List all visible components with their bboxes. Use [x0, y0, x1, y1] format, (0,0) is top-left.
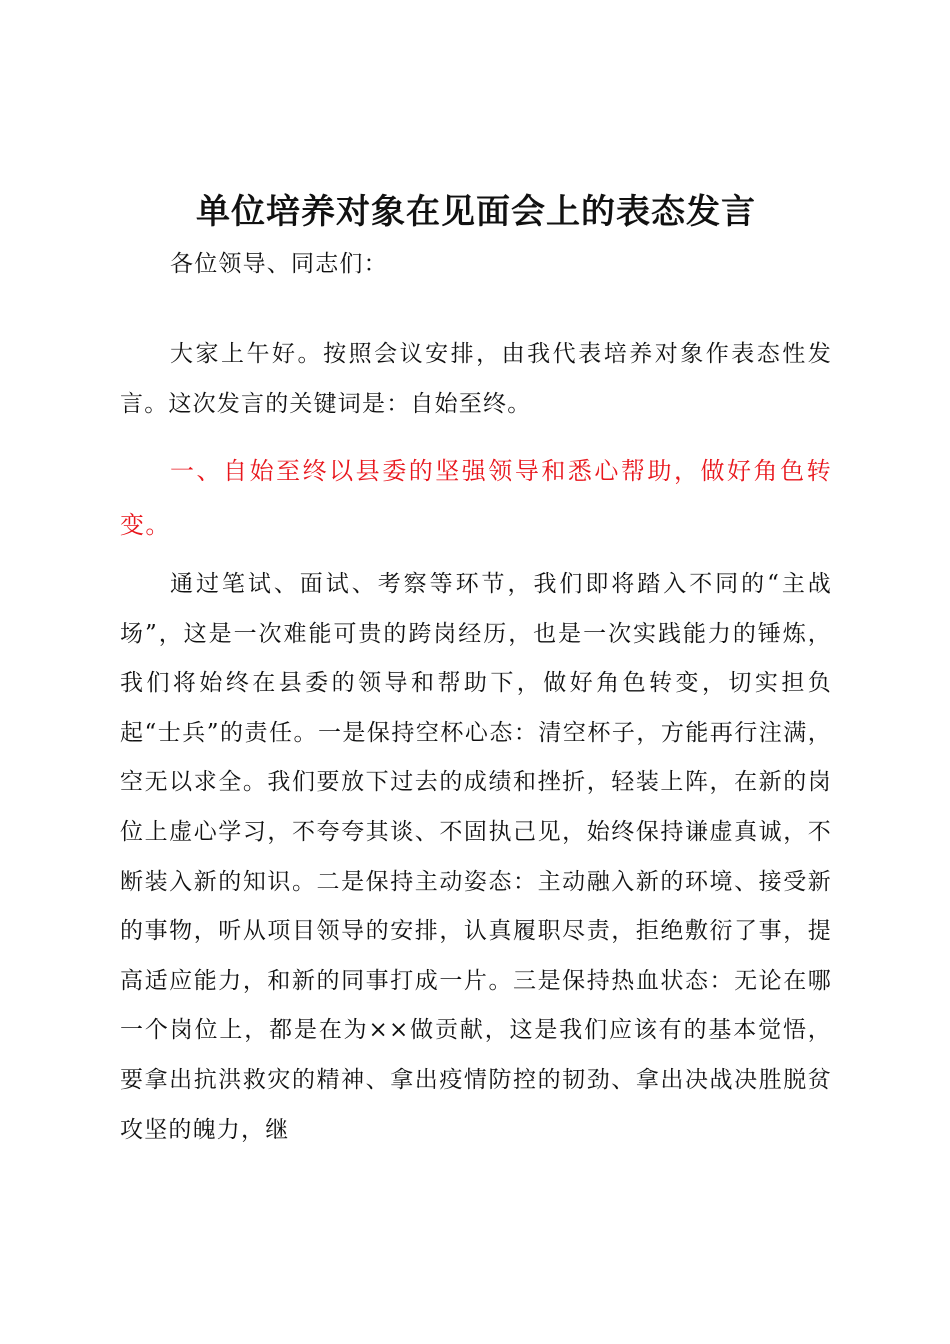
section-heading-1: 一、自始至终以县委的坚强领导和悉心帮助，做好角色转变。 — [120, 457, 832, 539]
document-title: 单位培养对象在见面会上的表态发言 — [196, 192, 756, 232]
salutation: 各位领导、同志们： — [170, 251, 388, 277]
intro-paragraph: 大家上午好。按照会议安排，由我代表培养对象作表态性发言。这次发言的关键词是：自始至终。 — [120, 341, 832, 417]
section-body-1: 通过笔试、面试、考察等环节，我们即将踏入不同的“主战场”，这是一次难能可贵的跨岗经历，也是一次实践能力的锤炼，我们将始终在县委的领导和帮助下，做好角色转变，切实担负起“士兵”的责任。一是保持空杯心态：清空杯子，方能再行注满，空无以求全。我们要放下过去的成绩和挫折，轻装上阵，在新的岗位上虚心学习，不夸夸其谈、不固执己见，始终保持谦虚真诚，不断装入新的知识。二是保持主动姿态：主动融入新的环境、接受新的事物，听从项目领导的安排，认真履职尽责，拒绝敷衍了事，提高适应能力，和新的同事打成一片。三是保持热血状态：无论在哪一个岗位上，都是在为××做贡献，这是我们应该有的基本觉悟，要拿出抗洪救灾的精神、拿出疫情防控的韧劲、拿出决战决胜脱贫攻坚的魄力，继 — [120, 571, 832, 1143]
